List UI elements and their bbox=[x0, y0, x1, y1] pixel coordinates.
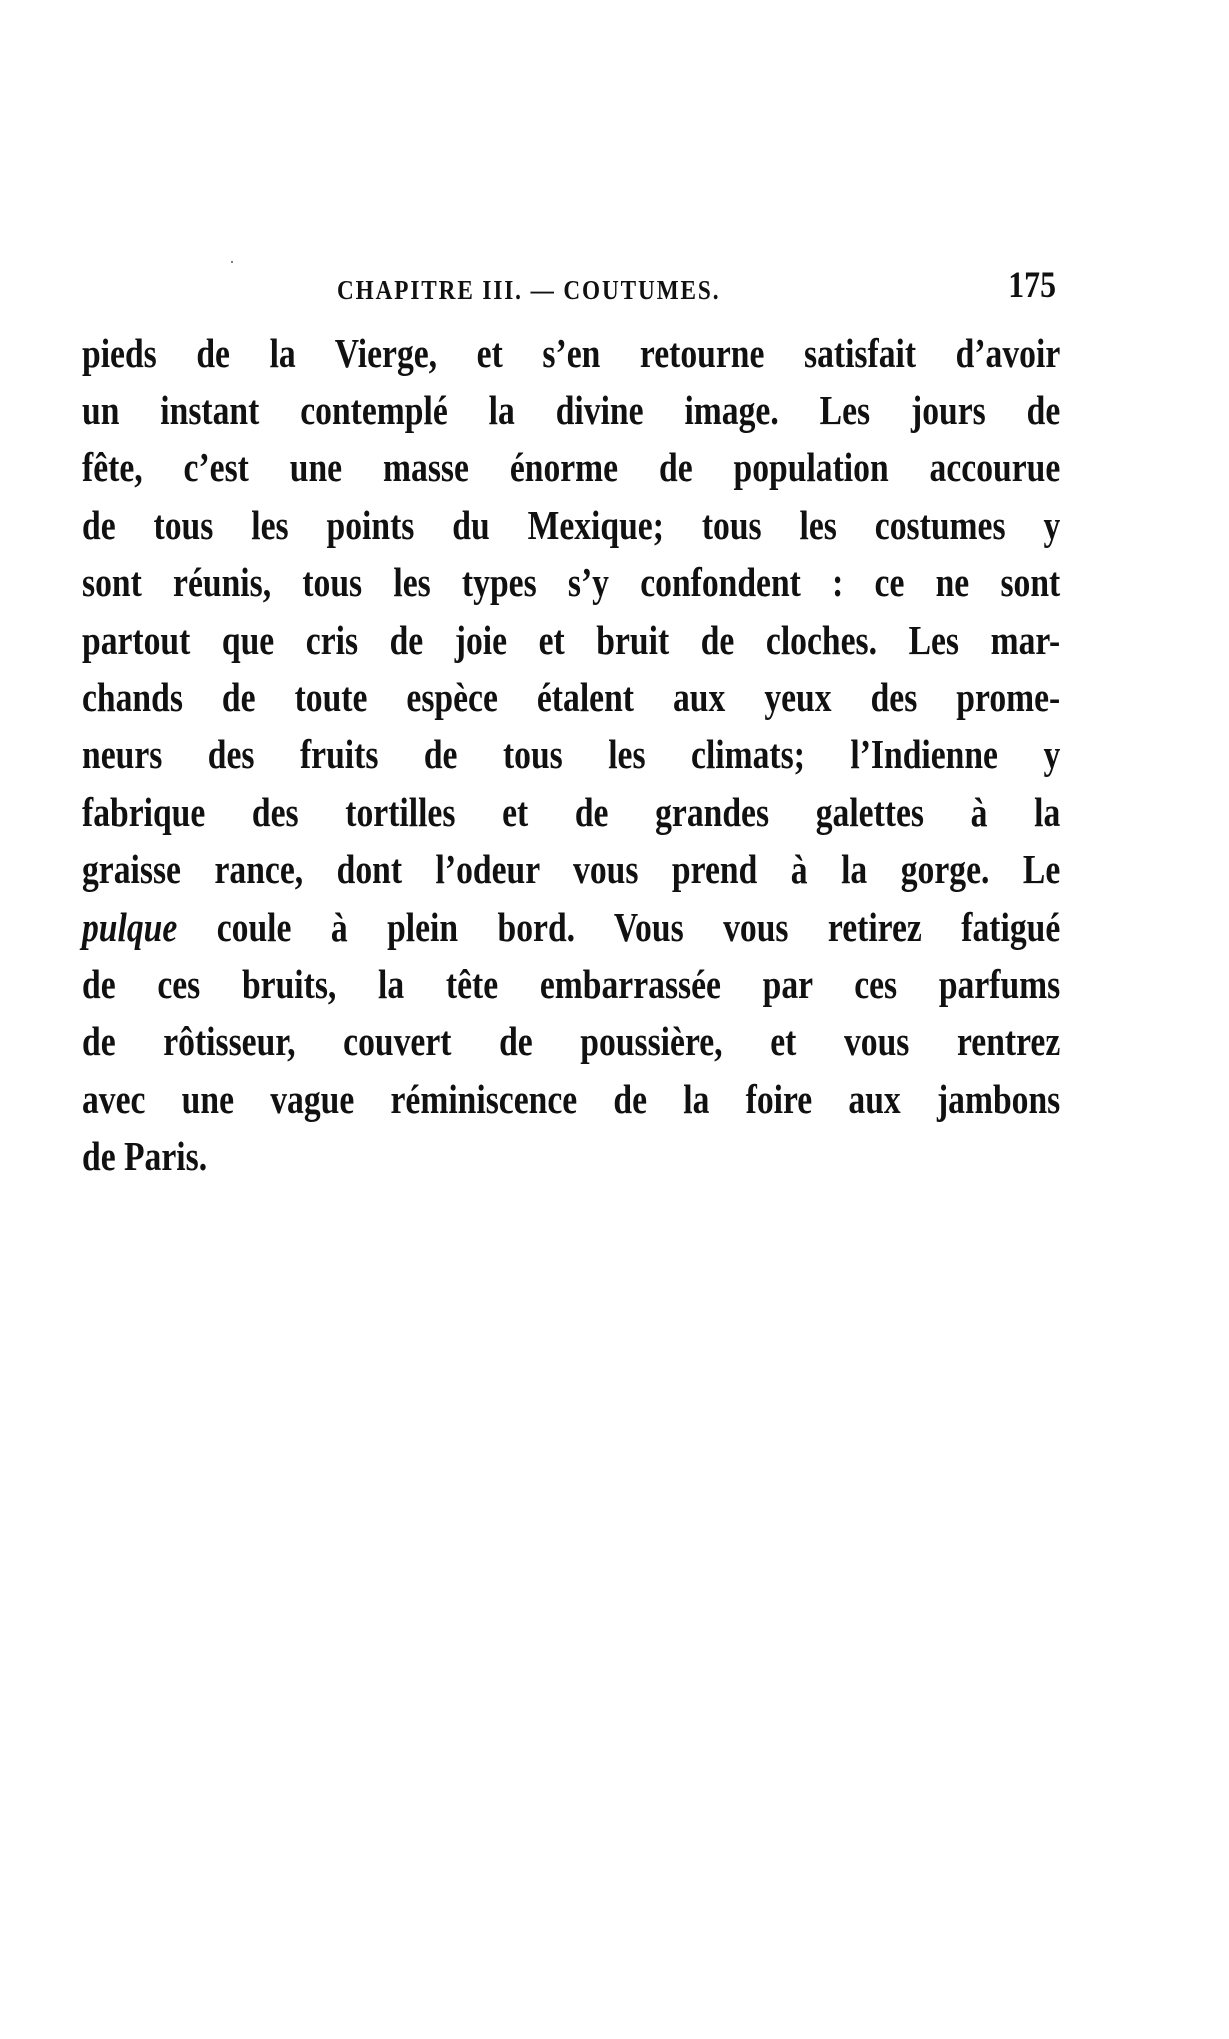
text-line bbox=[82, 442, 1060, 492]
line-text: de tous les points du Mexique; tous les costumes y bbox=[82, 502, 1061, 548]
line-text: pieds de la Vierge, et s’en retourne satisfait d’avoir bbox=[82, 330, 1061, 376]
line-text: neurs des fruits de tous les climats; l’Indienne y bbox=[82, 731, 1061, 777]
text-line bbox=[82, 328, 1060, 378]
text-line bbox=[82, 615, 1060, 665]
line-text: fête, c’est une masse énorme de population accourue bbox=[82, 444, 1061, 490]
line-text: sont réunis, tous les types s’y confondent : ce ne sont bbox=[82, 559, 1061, 605]
line-text: un instant contemplé la divine image. Les jours de bbox=[82, 387, 1061, 433]
text-line bbox=[82, 1074, 1060, 1124]
text-line bbox=[82, 672, 1060, 722]
line-text: de rôtisseur, couvert de poussière, et vous rentrez bbox=[82, 1018, 1061, 1064]
line-text: partout que cris de joie et bruit de cloches. Les mar- bbox=[82, 617, 1061, 663]
text-line bbox=[82, 902, 1060, 952]
text-line bbox=[82, 959, 1060, 1009]
line-text: de ces bruits, la tête embarrassée par ces parfums bbox=[82, 961, 1061, 1007]
text-line bbox=[82, 500, 1060, 550]
line-text: avec une vague réminiscence de la foire aux jambons bbox=[82, 1076, 1061, 1122]
line-text: coule à plein bord. Vous vous retirez fatigué bbox=[177, 904, 1061, 950]
text-line bbox=[82, 1016, 1060, 1066]
text-line bbox=[82, 844, 1060, 894]
text-line bbox=[82, 557, 1060, 607]
italic-word-pulque: pulque bbox=[82, 904, 178, 950]
line-text: chands de toute espèce étalent aux yeux des prome- bbox=[82, 674, 1061, 720]
page-number: 175 bbox=[1008, 265, 1056, 306]
text-line bbox=[82, 787, 1060, 837]
text-line bbox=[82, 729, 1060, 779]
text-line-last bbox=[82, 1131, 1060, 1181]
line-text: de Paris. bbox=[82, 1133, 208, 1179]
line-text: fabrique des tortilles et de grandes galettes à la bbox=[82, 789, 1061, 835]
line-text: graisse rance, dont l’odeur vous prend à la gorge. Le bbox=[82, 846, 1061, 892]
scan-speck bbox=[231, 261, 233, 263]
text-line bbox=[82, 385, 1060, 435]
running-head: CHAPITRE III. — COUTUMES. bbox=[337, 275, 721, 305]
